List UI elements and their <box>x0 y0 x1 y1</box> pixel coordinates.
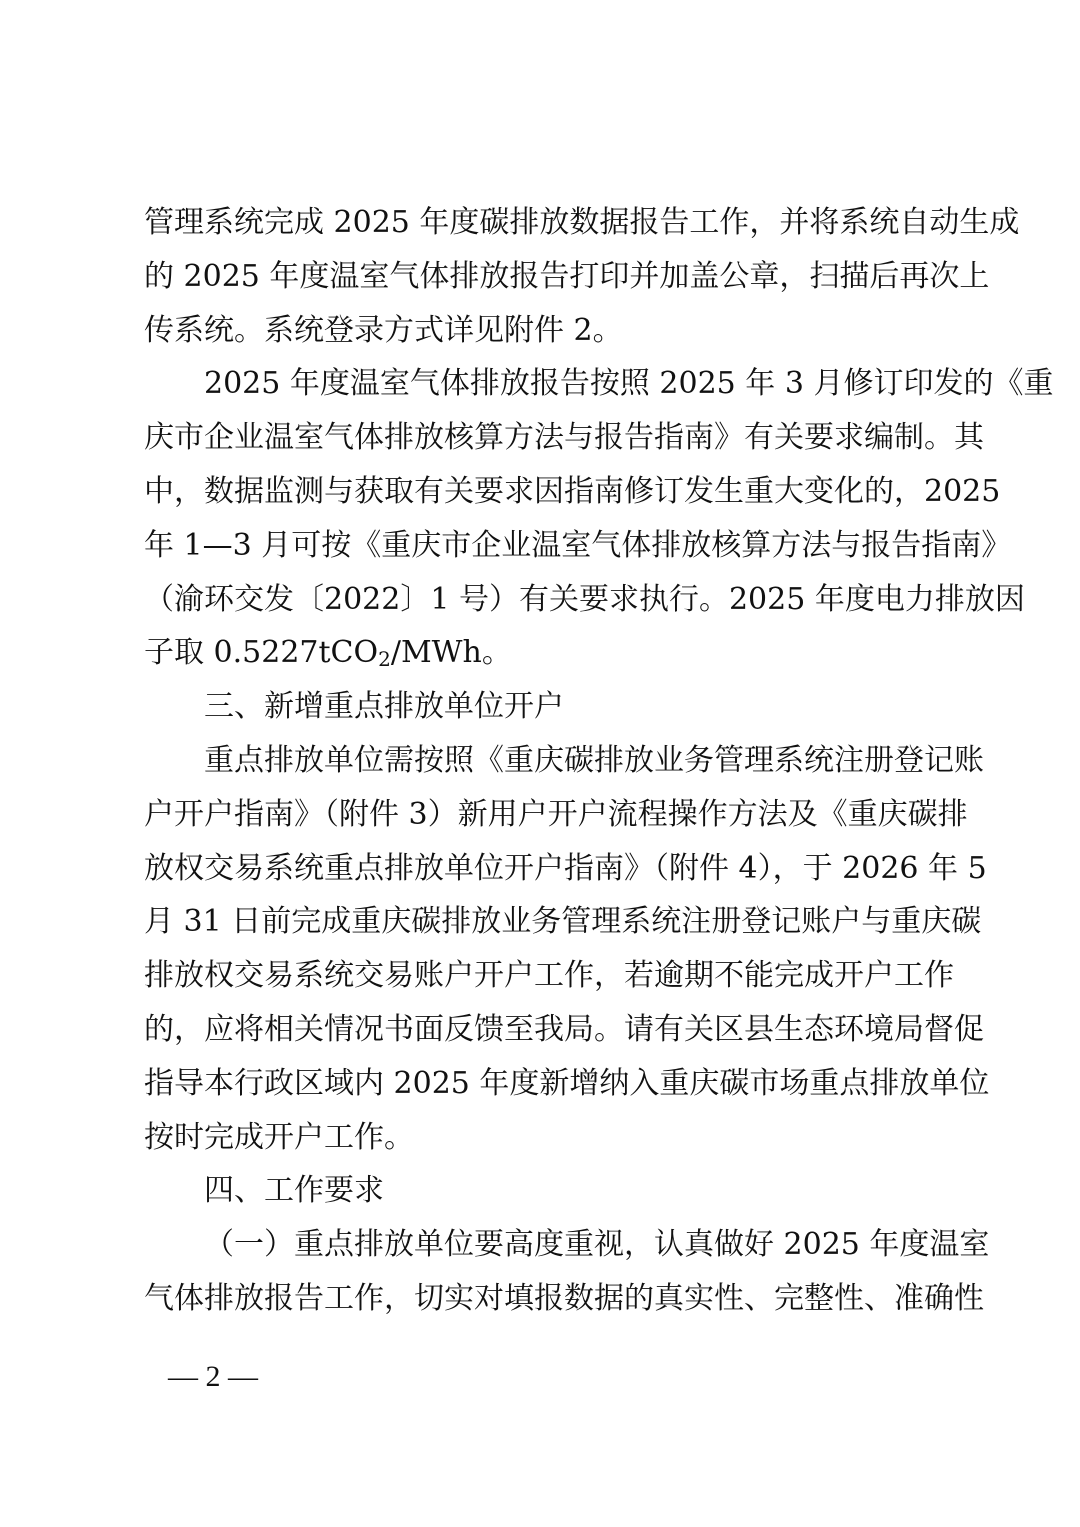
paragraph-line: 年 1—3 月可按《重庆市企业温室气体排放核算方法与报告指南》 <box>144 527 1012 563</box>
paragraph-line: 2025 年度温室气体排放报告按照 2025 年 3 月修订印发的《重 <box>204 366 1054 402</box>
paragraph-line: （渝环交发〔2022〕1 号）有关要求执行。2025 年度电力排放因 <box>144 581 1025 617</box>
paragraph-line: 庆市企业温室气体排放核算方法与报告指南》有关要求编制。其 <box>144 420 984 456</box>
paragraph-line: 的 2025 年度温室气体排放报告打印并加盖公章，扫描后再次上 <box>144 258 990 294</box>
paragraph-line: 放权交易系统重点排放单位开户指南》（附件 4），于 2026 年 5 <box>144 850 987 886</box>
paragraph-line: 月 31 日前完成重庆碳排放业务管理系统注册登记账户与重庆碳 <box>144 904 982 940</box>
paragraph-line: 气体排放报告工作，切实对填报数据的真实性、完整性、准确性 <box>144 1280 984 1316</box>
emission-factor-unit: /MWh。 <box>390 635 512 671</box>
paragraph-line: 按时完成开户工作。 <box>144 1119 414 1155</box>
paragraph-line: 的，应将相关情况书面反馈至我局。请有关区县生态环境局督促 <box>144 1011 984 1047</box>
paragraph-line: 排放权交易系统交易账户开户工作，若逾期不能完成开户工作 <box>144 958 954 994</box>
paragraph-line: 重点排放单位需按照《重庆碳排放业务管理系统注册登记账 <box>204 742 984 778</box>
section-heading-3: 三、新增重点排放单位开户 <box>204 689 564 725</box>
paragraph-line: 中，数据监测与获取有关要求因指南修订发生重大变化的，2025 <box>144 473 1001 509</box>
paragraph-line: 管理系统完成 2025 年度碳排放数据报告工作，并将系统自动生成 <box>144 205 1020 240</box>
paragraph-line: 传系统。系统登录方式详见附件 2。 <box>144 312 623 348</box>
paragraph-line: 指导本行政区域内 2025 年度新增纳入重庆碳市场重点排放单位 <box>144 1065 990 1101</box>
emission-factor-text: 子取 0.5227tCO <box>144 635 379 671</box>
document-body <box>144 196 1054 1326</box>
subscript-two: 2 <box>378 647 391 672</box>
emission-factor-line <box>144 626 946 680</box>
section-heading-4: 四、工作要求 <box>204 1173 384 1209</box>
page-number: — 2 — <box>168 1360 258 1393</box>
paragraph-line: 户开户指南》（附件 3）新用户开户流程操作方法及《重庆碳排 <box>144 796 968 832</box>
paragraph-line: （一）重点排放单位要高度重视，认真做好 2025 年度温室 <box>204 1227 990 1263</box>
